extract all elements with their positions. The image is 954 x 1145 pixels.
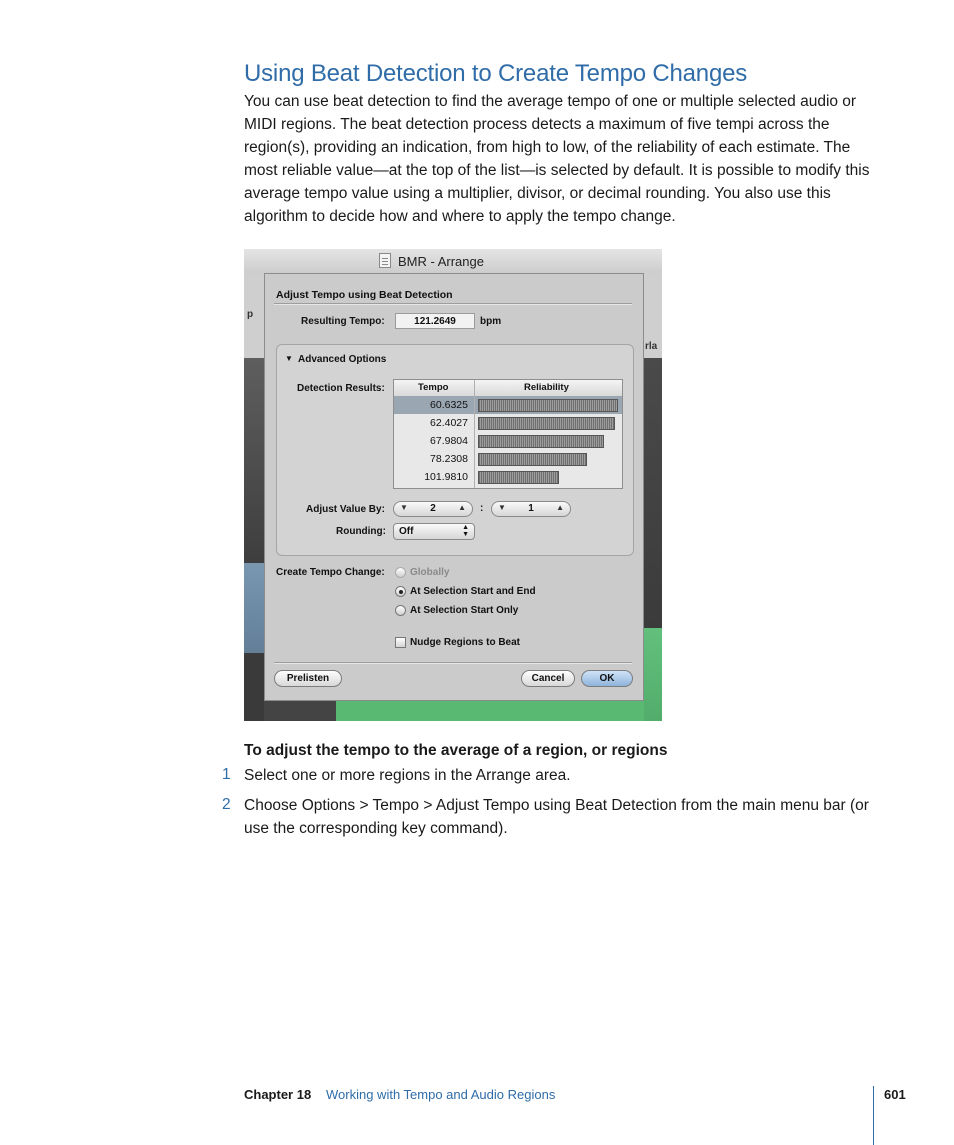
table-row[interactable] — [394, 432, 622, 450]
increment-icon[interactable]: ▲ — [458, 503, 466, 512]
dialog-heading: Adjust Tempo using Beat Detection — [276, 289, 453, 301]
tempo-value: 60.6325 — [430, 399, 468, 411]
resulting-tempo-value: 121.2649 — [414, 316, 456, 327]
column-divider — [474, 380, 475, 488]
disclosure-triangle-icon[interactable]: ▼ — [285, 354, 293, 363]
table-row[interactable] — [394, 450, 622, 468]
decrement-icon[interactable]: ▼ — [400, 503, 408, 512]
arrange-background-left — [244, 273, 264, 721]
advanced-options-label[interactable]: Advanced Options — [298, 354, 387, 365]
column-header-tempo[interactable]: Tempo — [418, 382, 449, 393]
divisor-stepper[interactable] — [491, 501, 571, 517]
window-titlebar — [244, 249, 662, 274]
document-icon — [379, 253, 391, 268]
cancel-button[interactable]: Cancel — [521, 670, 575, 687]
tempo-value: 78.2308 — [430, 453, 468, 465]
radio-globally[interactable] — [395, 567, 406, 578]
rounding-value: Off — [399, 526, 414, 537]
multiplier-stepper[interactable] — [393, 501, 473, 517]
nudge-label: Nudge Regions to Beat — [410, 637, 521, 648]
footer-chapter-title: Working with Tempo and Audio Regions — [326, 1087, 556, 1102]
radio-label-selection-start-only: At Selection Start Only — [410, 605, 519, 616]
multiplier-value: 2 — [430, 503, 436, 514]
decrement-icon[interactable]: ▼ — [498, 503, 506, 512]
rounding-label: Rounding: — [336, 526, 386, 537]
step-number: 1 — [222, 766, 231, 783]
radio-label-selection-start-end: At Selection Start and End — [410, 586, 536, 597]
tempo-value: 67.9804 — [430, 435, 468, 447]
tempo-value: 62.4027 — [430, 417, 468, 429]
tempo-unit: bpm — [480, 316, 502, 327]
table-row[interactable] — [394, 414, 622, 432]
prelisten-button[interactable]: Prelisten — [274, 670, 342, 687]
background-text-fragment: p — [247, 309, 254, 320]
page-number: 601 — [884, 1087, 906, 1102]
window-title: BMR - Arrange — [398, 254, 484, 269]
rounding-popup[interactable] — [393, 523, 475, 540]
detection-results-label: Detection Results: — [297, 383, 385, 394]
footer-chapter: Chapter 18 — [244, 1087, 312, 1102]
footer-rule — [873, 1086, 874, 1145]
table-header — [394, 380, 622, 397]
arrange-background-bottom — [264, 701, 644, 721]
divider — [274, 303, 632, 305]
create-tempo-change-label: Create Tempo Change: — [276, 567, 385, 578]
ratio-separator: : — [480, 503, 484, 514]
table-row[interactable] — [394, 468, 622, 486]
reliability-bar — [478, 399, 618, 412]
increment-icon[interactable]: ▲ — [556, 503, 564, 512]
step-text: Select one or more regions in the Arrange area. — [244, 767, 571, 784]
adjust-tempo-dialog — [264, 273, 644, 701]
step-number: 2 — [222, 796, 231, 813]
radio-selection-start-only[interactable] — [395, 605, 406, 616]
adjust-value-label: Adjust Value By: — [306, 504, 385, 515]
procedure-heading: To adjust the tempo to the average of a region, or regions — [244, 742, 668, 759]
background-text-fragment: rla — [645, 341, 658, 352]
step-text: Choose Options > Tempo > Adjust Tempo using Beat Detection from the main menu bar (or use the corresponding key command). — [244, 797, 869, 837]
screenshot-figure — [244, 249, 662, 721]
divider — [274, 662, 632, 664]
resulting-tempo-label: Resulting Tempo: — [301, 316, 385, 327]
reliability-bar — [478, 453, 587, 466]
detection-results-table[interactable] — [393, 379, 623, 489]
radio-selection-start-end[interactable] — [395, 586, 406, 597]
tempo-value: 101.9810 — [424, 471, 468, 483]
section-title: Using Beat Detection to Create Tempo Changes — [244, 60, 748, 87]
reliability-bar — [478, 471, 559, 484]
ok-button[interactable]: OK — [581, 670, 633, 687]
divisor-value: 1 — [528, 503, 534, 514]
reliability-bar — [478, 417, 615, 430]
intro-paragraph: You can use beat detection to find the average tempo of one or multiple selected audio or MIDI regions. The beat detection process detects a maximum of five tempi across the region(s), providing an indication, from high to low, of the reliability of each estimate. The most reliable value—at the top of the list—is selected by default. It is possible to modify this average tempo value using a multiplier, divisor, or decimal rounding. You also use this algorithm to decide how and where to apply the tempo change. — [244, 93, 870, 225]
column-header-reliability[interactable]: Reliability — [524, 382, 569, 393]
table-row[interactable] — [394, 396, 622, 414]
reliability-bar — [478, 435, 604, 448]
radio-label-globally: Globally — [410, 567, 450, 578]
nudge-checkbox[interactable] — [395, 637, 406, 648]
updown-arrows-icon: ▲ ▼ — [462, 524, 469, 538]
resulting-tempo-field[interactable] — [395, 313, 475, 329]
